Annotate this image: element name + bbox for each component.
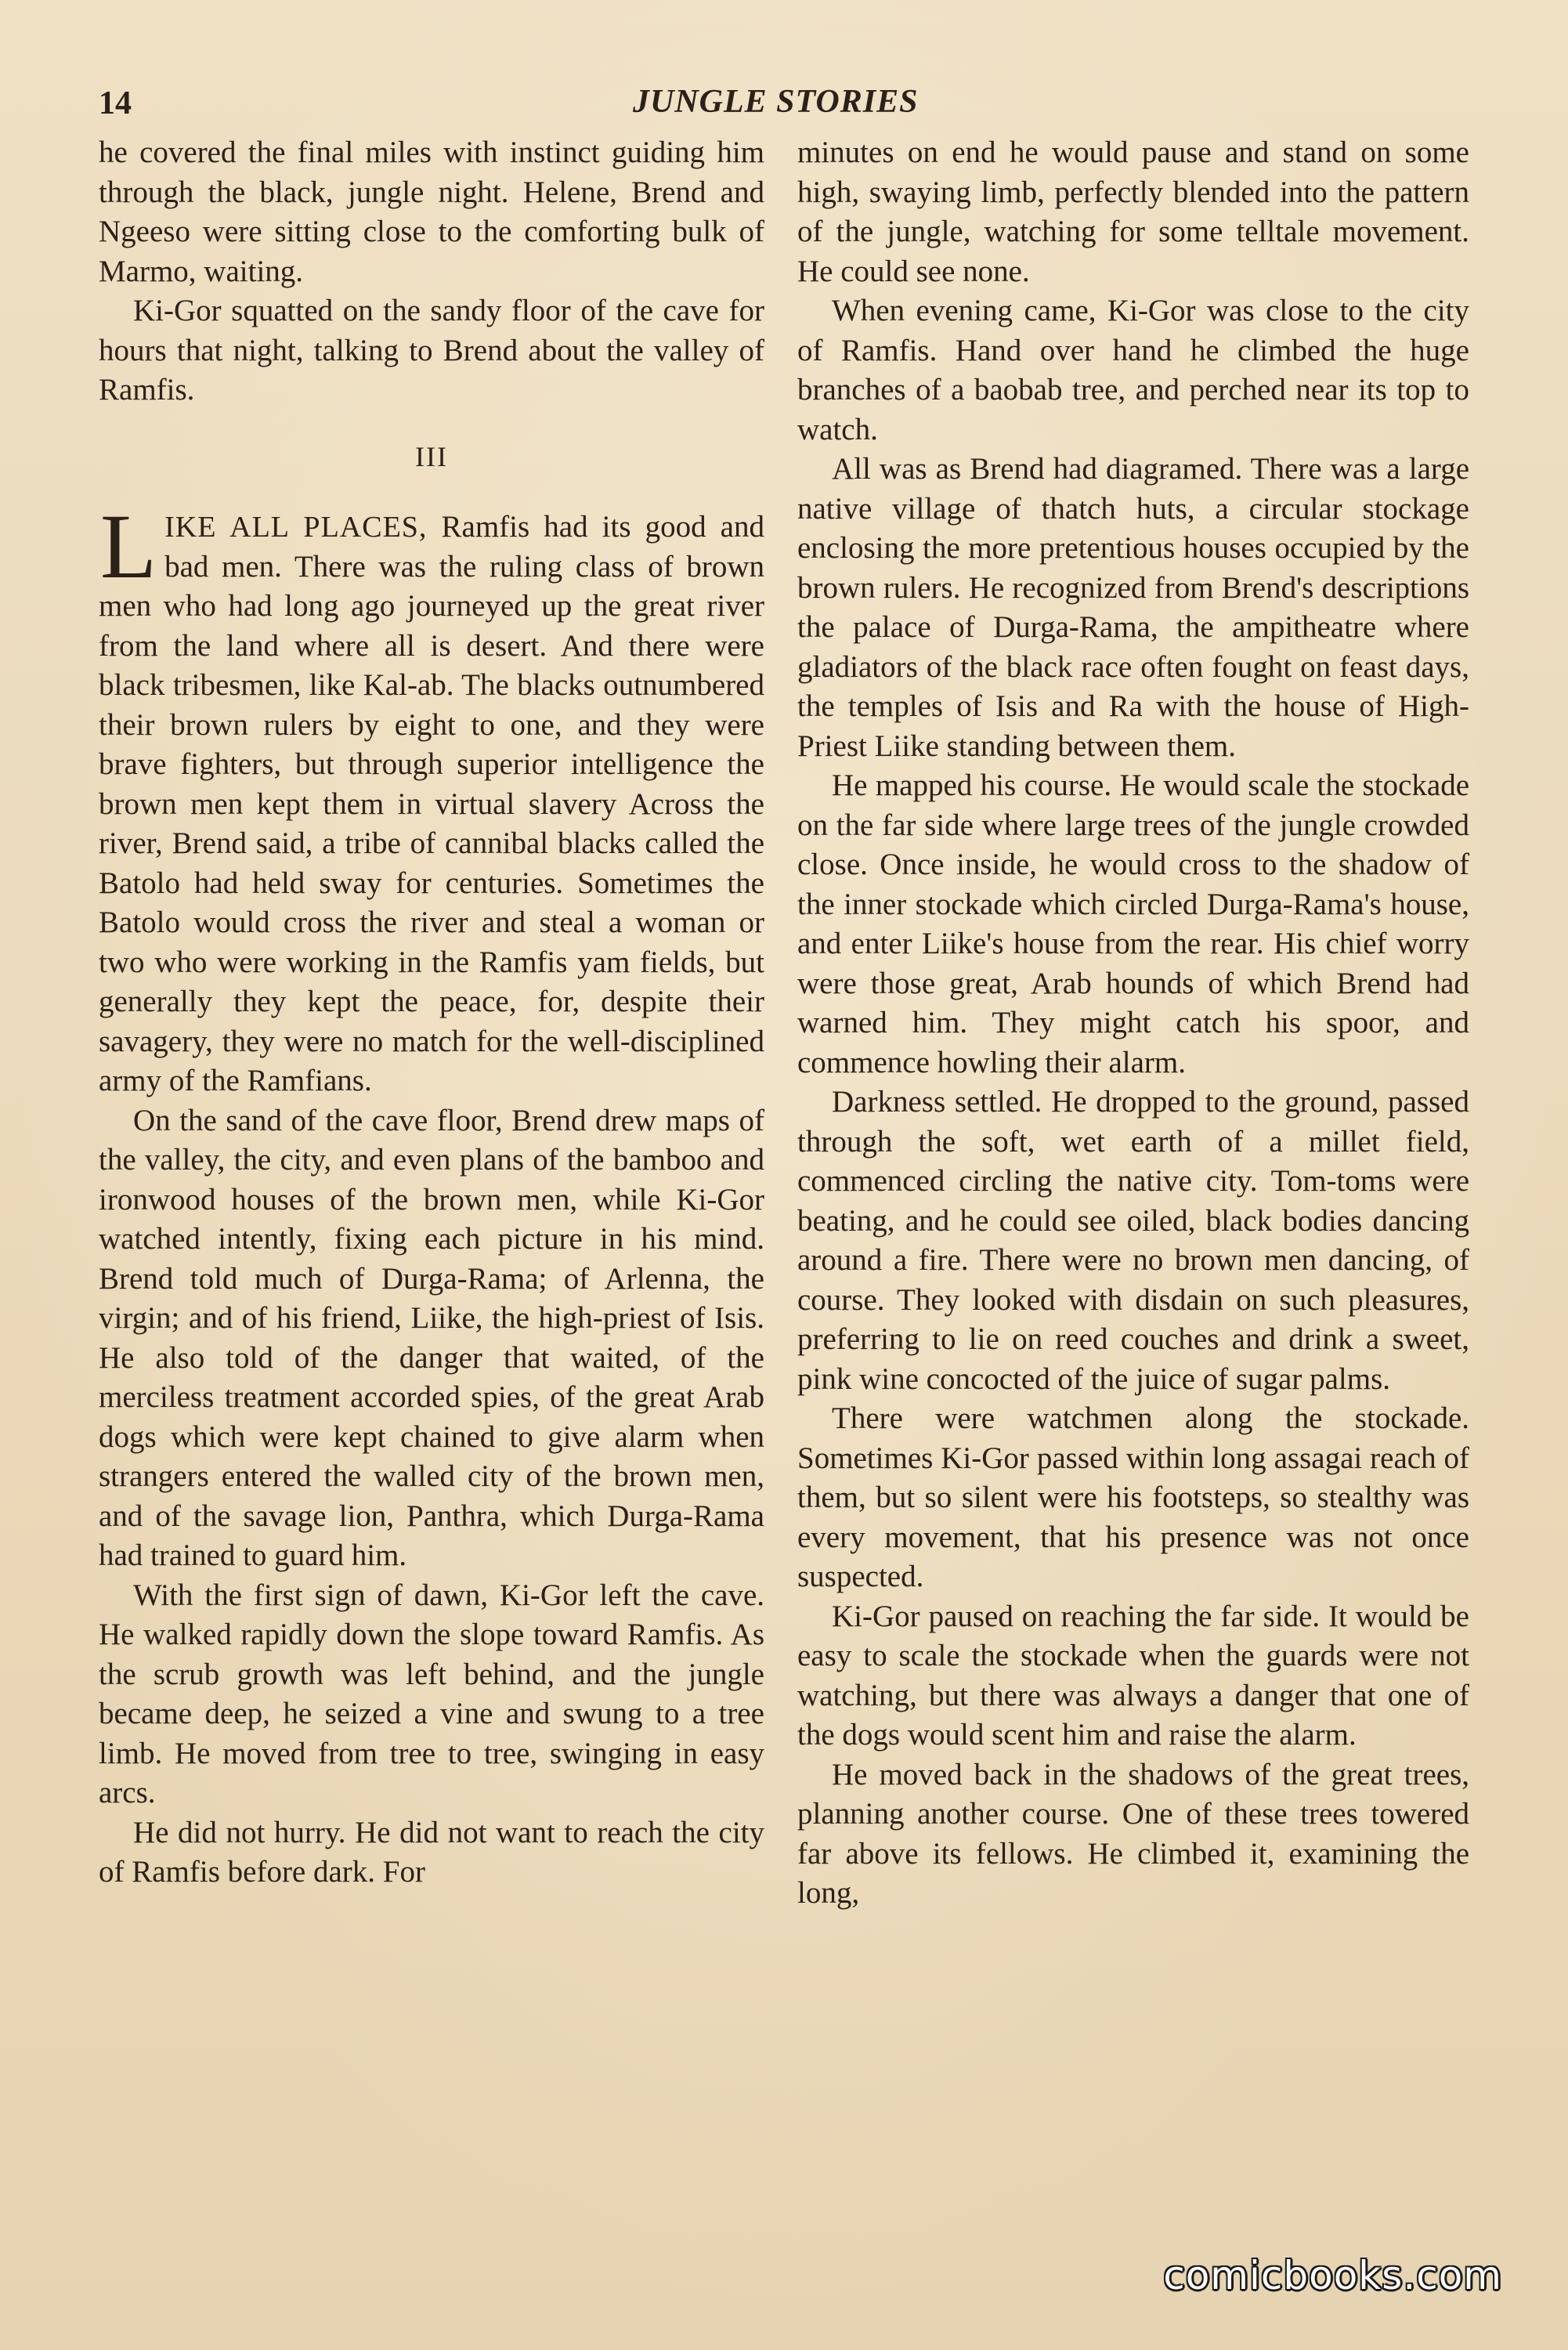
paragraph: On the sand of the cave floor, Brend drew maps of the valley, the city, and even plans of the bamboo and ironwood houses of the brown men, while Ki-Gor watched intently, fixing each picture in his mind. Brend told much of Durga-Rama; of Arlenna, the virgin; and of his friend, Liike, the high-priest of Isis. He also told of the danger that waited, of the merciless treatment accorded spies, of the great Arab dogs which were kept chained to give alarm when strangers entered the walled city of the brown men, and of the savage lion, Panthra, which Durga-Rama had trained to guard him.	[99, 1103, 764, 1572]
paragraph: Ki-Gor squatted on the sandy floor of the cave for hours that night, talking to Brend about the valley of Ramfis.	[99, 294, 764, 407]
right-column	[797, 133, 1469, 1914]
paragraph: He mapped his course. He would scale the stockade on the far side where large trees of the jungle crowded close. Once inside, he would cross to the shadow of the inner stockade which circled Durga-Rama's house, and enter Liike's house from the rear. His chief worry were those great, Arab hounds of which Brend had warned him. They might catch his spoor, and commence howling their alarm.	[797, 768, 1469, 1079]
page-number: 14	[99, 85, 132, 121]
paragraph: He did not hurry. He did not want to reach the city of Ramfis before dark. For	[99, 1815, 764, 1889]
smallcaps-lead: IKE ALL PLACES,	[164, 511, 428, 544]
section-numeral: III	[415, 440, 448, 472]
paragraph: All was as Brend had diagramed. There was a large native village of thatch huts, a circular stockage enclosing the more pretentious houses occupied by the brown rulers. He recognized from Brend's descriptions the palace of Durga-Rama, the ampitheatre where gladiators of the black race often fought on feast days, the temples of Isis and Ra with the house of High-Priest Liike standing between them.	[797, 452, 1469, 763]
paragraph-text: Ramfis had its good and bad men. There was the ruling class of brown men who had long ago journeyed up the great river from the land where all is desert. And there were black tribesmen, like Kal-ab. The blacks outnumbered their brown rulers by eight to one, and they were brave fighters, but through superior intelligence the brown men kept them in virtual slavery Across the river, Brend said, a tribe of cannibal blacks called the Batolo had held sway for centuries. Sometimes the Batolo would cross the river and steal a woman or two who were working in the Ramfis yam fields, but generally they kept the peace, for, despite their savagery, they were no match for the well-disciplined army of the Ramfians.	[99, 510, 764, 1097]
paragraph: There were watchmen along the stockade. Sometimes Ki-Gor passed within long assagai reach of them, but so silent were his footsteps, so stealthy was every movement, that his presence was not once suspected.	[797, 1401, 1469, 1593]
paragraph: He moved back in the shadows of the great trees, planning another course. One of these trees towered far above its fellows. He climbed it, examining the long,	[797, 1757, 1469, 1910]
paragraph: Ki-Gor paused on reaching the far side. It would be easy to scale the stockade when the guards were not watching, but there was always a danger that one of the dogs would scent him and raise the alarm.	[797, 1599, 1469, 1752]
watermark-logo: comicbooks.com	[1163, 2253, 1502, 2298]
drop-cap: L	[100, 495, 157, 598]
paragraph: Darkness settled. He dropped to the ground, passed through the soft, wet earth of a millet field, commenced circling the native city. Tom-toms were beating, and he could see oiled, black bodies dancing around a fire. There were no brown men dancing, of course. They looked with disdain on such pleasures, preferring to lie on reed couches and drink a sweet, pink wine concocted of the juice of sugar palms.	[797, 1085, 1469, 1396]
left-column	[99, 133, 764, 1893]
paragraph: When evening came, Ki-Gor was close to the city of Ramfis. Hand over hand he climbed the huge branches of a baobab tree, and perched near its top to watch.	[797, 294, 1469, 446]
paragraph: he covered the final miles with instinct guiding him through the black, jungle night. Helene, Brend and Ngeeso were sitting close to the comforting bulk of Marmo, waiting.	[99, 136, 764, 288]
page-header	[99, 78, 1466, 125]
running-title: JUNGLE STORIES	[633, 84, 919, 120]
paragraph: With the first sign of dawn, Ki-Gor left the cave. He walked rapidly down the slope toward Ramfis. As the scrub growth was left behind, and the jungle became deep, he seized a vine and swung to a tree limb. He moved from tree to tree, swinging in easy arcs.	[99, 1578, 764, 1810]
dropcap-paragraph	[99, 495, 764, 1101]
paragraph: minutes on end he would pause and stand on some high, swaying limb, perfectly blended into the pattern of the jungle, watching for some telltale movement. He could see none.	[797, 136, 1469, 288]
